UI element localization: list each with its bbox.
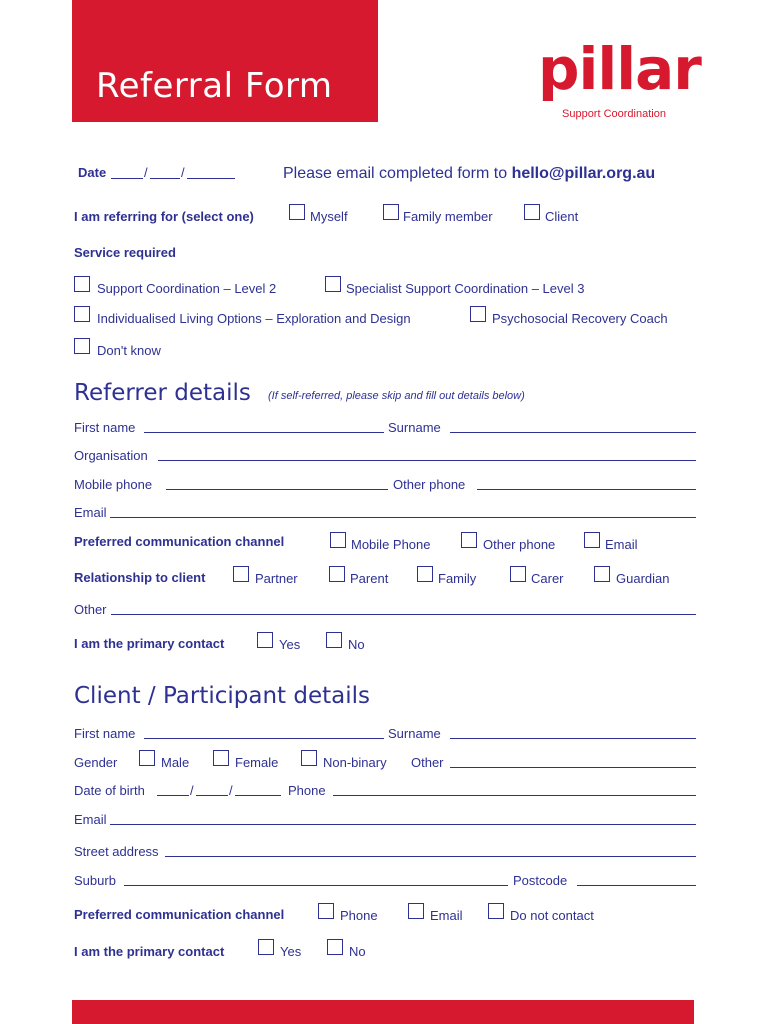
postcode-label: Postcode bbox=[513, 873, 568, 888]
gender-nonbinary-checkbox[interactable] bbox=[301, 750, 317, 766]
client-primary-no-checkbox[interactable] bbox=[327, 939, 343, 955]
client-primary-label: I am the primary contact bbox=[74, 944, 225, 959]
suburb-label: Suburb bbox=[74, 873, 116, 888]
service-ilo-checkbox[interactable] bbox=[74, 306, 90, 322]
relationship-guardian-checkbox[interactable] bbox=[594, 566, 610, 582]
relationship-carer-checkbox[interactable] bbox=[510, 566, 526, 582]
gender-female-checkbox[interactable] bbox=[213, 750, 229, 766]
gender-male-label: Male bbox=[161, 755, 190, 770]
client-comm-phone-label: Phone bbox=[340, 908, 378, 923]
client-comm-label: Preferred communication channel bbox=[74, 907, 285, 922]
referrer-comm-mobile-checkbox[interactable] bbox=[330, 532, 346, 548]
gender-label: Gender bbox=[74, 755, 118, 770]
relationship-carer-label: Carer bbox=[531, 571, 564, 586]
referrer-other-field[interactable] bbox=[111, 614, 696, 615]
referrer-email-field[interactable] bbox=[110, 517, 696, 518]
service-dont-know-label: Don't know bbox=[97, 343, 161, 358]
relationship-partner-label: Partner bbox=[255, 571, 298, 586]
date-day-field[interactable] bbox=[111, 178, 143, 179]
client-primary-yes-label: Yes bbox=[280, 944, 302, 959]
dob-sep-1: / bbox=[190, 783, 194, 798]
service-ilo-label: Individualised Living Options – Exploration and Design bbox=[97, 311, 411, 326]
referrer-organisation-label: Organisation bbox=[74, 448, 148, 463]
referrer-primary-yes-checkbox[interactable] bbox=[257, 632, 273, 648]
service-ssc-level3-checkbox[interactable] bbox=[325, 276, 341, 292]
client-phone-label: Phone bbox=[288, 783, 326, 798]
dob-year-field[interactable] bbox=[235, 795, 281, 796]
referrer-primary-no-label: No bbox=[348, 637, 365, 652]
footer-bar bbox=[72, 1000, 694, 1024]
form-title: Referral Form bbox=[96, 66, 333, 106]
referring-myself-checkbox[interactable] bbox=[289, 204, 305, 220]
referrer-first-name-field[interactable] bbox=[144, 432, 384, 433]
referrer-comm-label: Preferred communication channel bbox=[74, 534, 285, 549]
client-comm-no-contact-checkbox[interactable] bbox=[488, 903, 504, 919]
referrer-primary-label: I am the primary contact bbox=[74, 636, 225, 651]
email-link[interactable]: hello@pillar.org.au bbox=[511, 165, 656, 182]
referring-family-label: Family member bbox=[403, 209, 493, 224]
client-comm-no-contact-label: Do not contact bbox=[510, 908, 594, 923]
title-banner bbox=[72, 0, 378, 122]
service-recovery-coach-checkbox[interactable] bbox=[470, 306, 486, 322]
service-dont-know-checkbox[interactable] bbox=[74, 338, 90, 354]
relationship-partner-checkbox[interactable] bbox=[233, 566, 249, 582]
client-comm-email-label: Email bbox=[430, 908, 463, 923]
client-comm-email-checkbox[interactable] bbox=[408, 903, 424, 919]
referrer-heading: Referrer details bbox=[74, 380, 251, 406]
referrer-primary-yes-label: Yes bbox=[279, 637, 301, 652]
client-first-name-label: First name bbox=[74, 726, 136, 741]
referrer-mobile-field[interactable] bbox=[166, 489, 388, 490]
referrer-other-phone-field[interactable] bbox=[477, 489, 696, 490]
referring-myself-label: Myself bbox=[310, 209, 348, 224]
relationship-guardian-label: Guardian bbox=[616, 571, 670, 586]
logo-tagline: Support Coordination bbox=[562, 108, 666, 120]
postcode-field[interactable] bbox=[577, 885, 696, 886]
suburb-field[interactable] bbox=[124, 885, 508, 886]
referrer-comm-other-phone-checkbox[interactable] bbox=[461, 532, 477, 548]
relationship-family-checkbox[interactable] bbox=[417, 566, 433, 582]
client-heading: Client / Participant details bbox=[74, 683, 371, 709]
client-phone-field[interactable] bbox=[333, 795, 696, 796]
service-ssc-level3-label: Specialist Support Coordination – Level 3 bbox=[346, 281, 585, 296]
service-sc-level2-label: Support Coordination – Level 2 bbox=[97, 281, 277, 296]
dob-sep-2: / bbox=[229, 783, 233, 798]
referrer-comm-email-checkbox[interactable] bbox=[584, 532, 600, 548]
referrer-organisation-field[interactable] bbox=[158, 460, 696, 461]
client-surname-field[interactable] bbox=[450, 738, 696, 739]
date-label: Date bbox=[78, 165, 107, 180]
gender-nonbinary-label: Non-binary bbox=[323, 755, 387, 770]
gender-female-label: Female bbox=[235, 755, 279, 770]
relationship-family-label: Family bbox=[438, 571, 477, 586]
date-month-field[interactable] bbox=[150, 178, 180, 179]
dob-month-field[interactable] bbox=[196, 795, 228, 796]
relationship-parent-checkbox[interactable] bbox=[329, 566, 345, 582]
email-prompt bbox=[283, 164, 655, 184]
referring-client-label: Client bbox=[545, 209, 579, 224]
referring-client-checkbox[interactable] bbox=[524, 204, 540, 220]
client-comm-phone-checkbox[interactable] bbox=[318, 903, 334, 919]
gender-male-checkbox[interactable] bbox=[139, 750, 155, 766]
service-recovery-coach-label: Psychosocial Recovery Coach bbox=[492, 311, 668, 326]
street-address-label: Street address bbox=[74, 844, 159, 859]
referring-family-checkbox[interactable] bbox=[383, 204, 399, 220]
pillar-logo bbox=[536, 35, 706, 128]
client-surname-label: Surname bbox=[388, 726, 441, 741]
date-sep-1: / bbox=[144, 165, 148, 180]
date-sep-2: / bbox=[181, 165, 185, 180]
client-email-label: Email bbox=[74, 812, 107, 827]
client-primary-yes-checkbox[interactable] bbox=[258, 939, 274, 955]
referrer-comm-other-phone-label: Other phone bbox=[483, 537, 556, 552]
referring-label: I am referring for (select one) bbox=[74, 209, 254, 224]
referrer-email-label: Email bbox=[74, 505, 107, 520]
client-primary-no-label: No bbox=[349, 944, 366, 959]
date-year-field[interactable] bbox=[187, 178, 235, 179]
client-email-field[interactable] bbox=[110, 824, 696, 825]
referrer-surname-label: Surname bbox=[388, 420, 441, 435]
logo-wordmark: pillar bbox=[538, 35, 701, 103]
service-required-label: Service required bbox=[74, 245, 176, 260]
referrer-mobile-label: Mobile phone bbox=[74, 477, 153, 492]
service-sc-level2-checkbox[interactable] bbox=[74, 276, 90, 292]
referrer-other-phone-label: Other phone bbox=[393, 477, 466, 492]
referrer-primary-no-checkbox[interactable] bbox=[326, 632, 342, 648]
referrer-comm-email-label: Email bbox=[605, 537, 638, 552]
gender-other-label: Other bbox=[411, 755, 444, 770]
gender-other-field[interactable] bbox=[450, 767, 696, 768]
client-first-name-field[interactable] bbox=[144, 738, 384, 739]
referrer-first-name-label: First name bbox=[74, 420, 136, 435]
email-prompt-text: Please email completed form to bbox=[283, 165, 508, 182]
referrer-surname-field[interactable] bbox=[450, 432, 696, 433]
referrer-other-label: Other bbox=[74, 602, 107, 617]
referrer-comm-mobile-label: Mobile Phone bbox=[351, 537, 431, 552]
relationship-parent-label: Parent bbox=[350, 571, 389, 586]
relationship-label: Relationship to client bbox=[74, 570, 206, 585]
referrer-note: (If self-referred, please skip and fill out details below) bbox=[268, 390, 525, 402]
dob-day-field[interactable] bbox=[157, 795, 189, 796]
dob-label: Date of birth bbox=[74, 783, 145, 798]
street-address-field[interactable] bbox=[165, 856, 696, 857]
